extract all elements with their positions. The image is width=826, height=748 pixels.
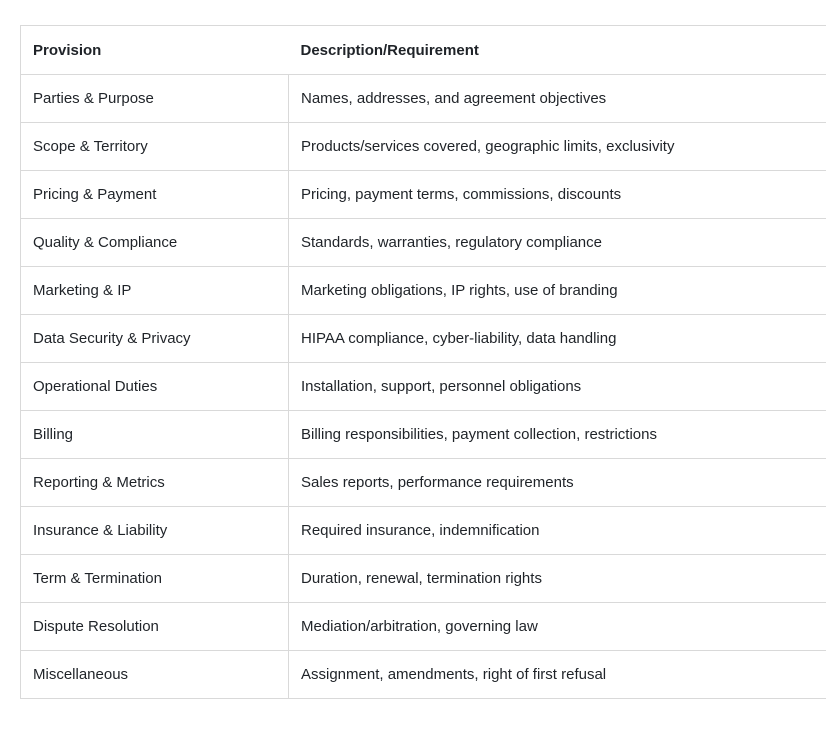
description-cell: Standards, warranties, regulatory compliance (289, 219, 826, 267)
description-cell: Sales reports, performance requirements (289, 459, 826, 507)
provision-cell: Dispute Resolution (21, 603, 289, 651)
provision-cell: Quality & Compliance (21, 219, 289, 267)
provision-cell: Billing (21, 411, 289, 459)
table-row (21, 411, 826, 459)
provision-cell: Insurance & Liability (21, 507, 289, 555)
description-cell: Marketing obligations, IP rights, use of branding (289, 267, 826, 315)
description-cell: Assignment, amendments, right of first refusal (289, 651, 826, 699)
description-cell: Products/services covered, geographic limits, exclusivity (289, 123, 826, 171)
description-cell: Duration, renewal, termination rights (289, 555, 826, 603)
provisions-table-container (20, 25, 826, 699)
provision-cell: Data Security & Privacy (21, 315, 289, 363)
table-row (21, 603, 826, 651)
table-row (21, 123, 826, 171)
header-row (21, 26, 826, 75)
provision-cell: Term & Termination (21, 555, 289, 603)
description-cell: Required insurance, indemnification (289, 507, 826, 555)
table-row (21, 171, 826, 219)
table-header (21, 26, 826, 75)
provision-cell: Scope & Territory (21, 123, 289, 171)
table-row (21, 459, 826, 507)
description-cell: Installation, support, personnel obligations (289, 363, 826, 411)
provision-cell: Parties & Purpose (21, 75, 289, 123)
provision-cell: Pricing & Payment (21, 171, 289, 219)
column-header-description: Description/Requirement (289, 26, 826, 75)
table-row (21, 555, 826, 603)
description-cell: HIPAA compliance, cyber-liability, data handling (289, 315, 826, 363)
provision-cell: Marketing & IP (21, 267, 289, 315)
table-row (21, 363, 826, 411)
provisions-table (20, 25, 826, 699)
table-body (21, 75, 826, 699)
provision-cell: Operational Duties (21, 363, 289, 411)
description-cell: Names, addresses, and agreement objectives (289, 75, 826, 123)
description-cell: Mediation/arbitration, governing law (289, 603, 826, 651)
description-cell: Billing responsibilities, payment collection, restrictions (289, 411, 826, 459)
table-row (21, 651, 826, 699)
table-row (21, 507, 826, 555)
table-row (21, 315, 826, 363)
table-row (21, 219, 826, 267)
provision-cell: Reporting & Metrics (21, 459, 289, 507)
table-row (21, 267, 826, 315)
table-row (21, 75, 826, 123)
column-header-provision: Provision (21, 26, 289, 75)
description-cell: Pricing, payment terms, commissions, discounts (289, 171, 826, 219)
provision-cell: Miscellaneous (21, 651, 289, 699)
